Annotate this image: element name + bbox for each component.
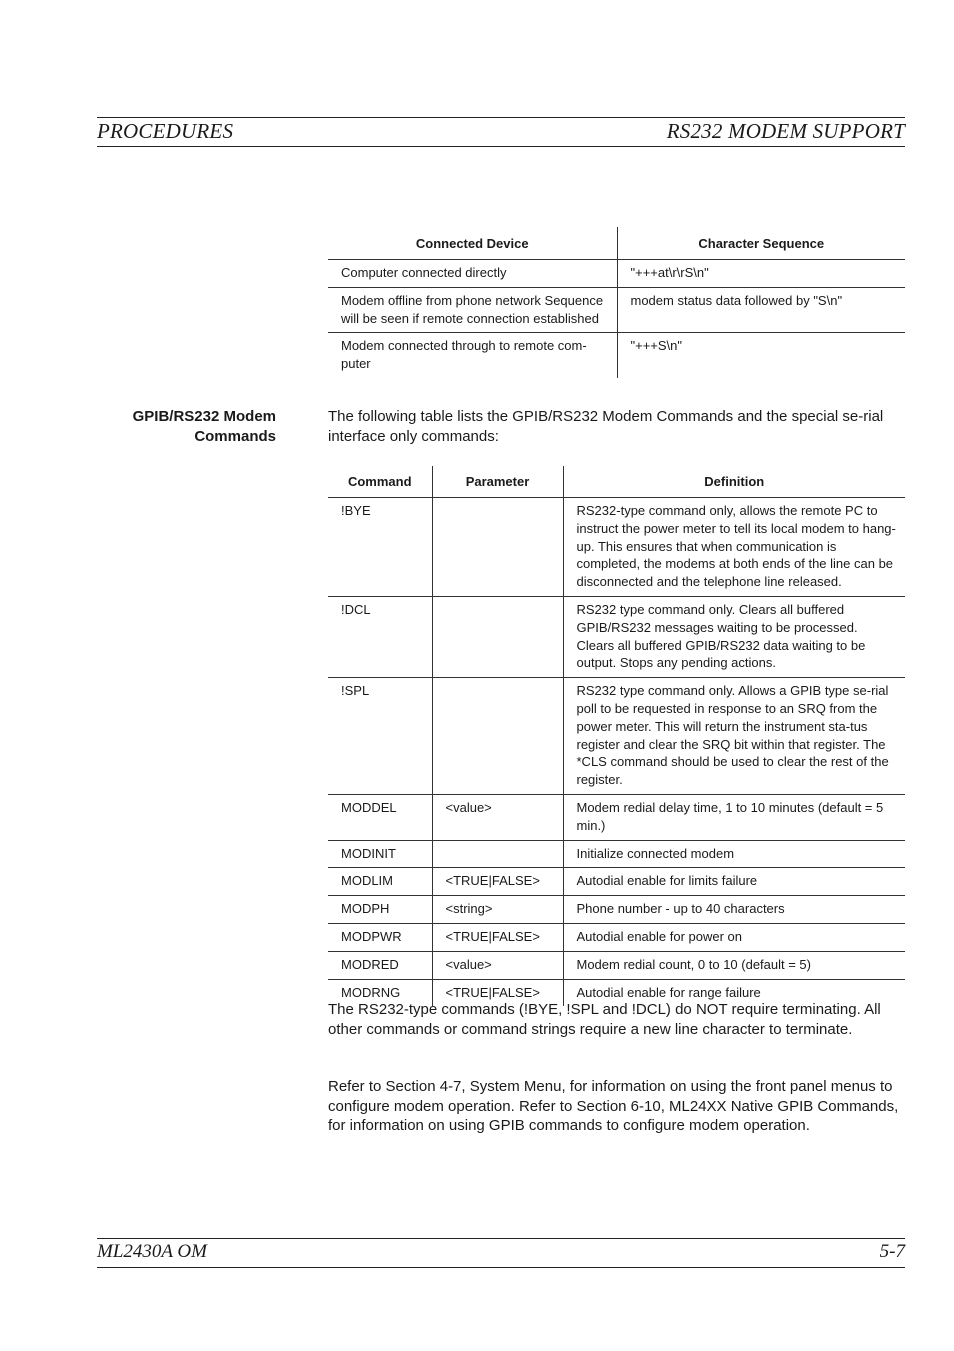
table-row xyxy=(328,896,905,924)
table-row xyxy=(328,840,905,868)
column-header: Parameter xyxy=(432,466,563,498)
parameter-cell: <string> xyxy=(432,896,563,924)
character-sequence-table xyxy=(328,227,905,378)
definition-cell: Autodial enable for power on xyxy=(563,923,905,951)
parameter-cell: <value> xyxy=(432,794,563,840)
section-heading: GPIB/RS232 Modem Commands xyxy=(132,408,276,445)
column-header: Connected Device xyxy=(415,236,529,252)
page-number: 5-7 xyxy=(879,1241,905,1262)
parameter-cell: <value> xyxy=(432,951,563,979)
table-row xyxy=(328,260,905,288)
intro-paragraph: The following table lists the GPIB/RS232 Modem Commands and the special se-rial interface only commands: xyxy=(328,408,884,445)
definition-cell: Autodial enable for limits failure xyxy=(563,868,905,896)
footer-manual-title: ML2430A OM xyxy=(97,1241,207,1262)
header-section: RS232 MODEM SUPPORT xyxy=(666,119,905,143)
table-header-row xyxy=(328,466,905,498)
definition-cell: RS232-type command only, allows the remote PC to instruct the power meter to tell its local modem to hang-up. This ensures that when communication is completed, the modems at both ends of the line can be disconnected and the telephone line released. xyxy=(563,498,905,597)
definition-cell: RS232 type command only. Clears all buffered GPIB/RS232 messages waiting to be processed. Clears all buffered GPIB/RS232 data waiting to be output. Stops any pending actions. xyxy=(563,596,905,677)
command-cell: MODLIM xyxy=(328,868,432,896)
table-header-row xyxy=(328,227,905,260)
command-cell: MODPH xyxy=(328,896,432,924)
table-row xyxy=(328,596,905,677)
parameter-cell xyxy=(432,840,563,868)
definition-cell: Modem redial delay time, 1 to 10 minutes (default = 5 min.) xyxy=(563,794,905,840)
table-row xyxy=(328,333,905,378)
column-header: Command xyxy=(347,474,412,490)
sequence-cell: "+++at\r\rS\n" xyxy=(617,260,905,288)
column-header: Character Sequence xyxy=(617,227,905,260)
terminating-note: The RS232-type commands (!BYE, !SPL and !DCL) do NOT require terminating. All other commands or command strings require a new line character to terminate. xyxy=(328,1001,881,1038)
table-row xyxy=(328,951,905,979)
command-cell: !SPL xyxy=(328,678,432,795)
table-row xyxy=(328,287,905,333)
command-cell: MODRNG xyxy=(328,979,432,1006)
table-row xyxy=(328,794,905,840)
parameter-cell xyxy=(432,498,563,597)
reference-note: Refer to Section 4-7, System Menu, for information on using the front panel menus to configure modem operation. Refer to Section 6-10, ML24XX Native GPIB Commands, for information on using GPIB commands to configure modem operation. xyxy=(328,1078,899,1134)
parameter-cell: <TRUE|FALSE> xyxy=(432,923,563,951)
column-header: Definition xyxy=(563,466,905,498)
sequence-cell: "+++S\n" xyxy=(617,333,905,378)
table-row xyxy=(328,498,905,597)
definition-cell: Initialize connected modem xyxy=(563,840,905,868)
table-row xyxy=(328,868,905,896)
command-cell: !BYE xyxy=(328,498,432,597)
table-row xyxy=(328,678,905,795)
definition-cell: RS232 type command only. Allows a GPIB type se-rial poll to be requested in response to an SRQ from the power meter. This will return the instrument sta-tus register and clear the SRQ bit within that register. The *CLS command should be used to clear the rest of the register. xyxy=(563,678,905,795)
page-footer xyxy=(97,1238,905,1268)
modem-commands-table xyxy=(328,466,905,1006)
command-cell: MODDEL xyxy=(328,794,432,840)
page-header xyxy=(97,117,905,147)
definition-cell: Phone number - up to 40 characters xyxy=(563,896,905,924)
header-chapter: PROCEDURES xyxy=(97,119,234,143)
parameter-cell: <TRUE|FALSE> xyxy=(432,868,563,896)
parameter-cell xyxy=(432,678,563,795)
sequence-cell: modem status data followed by "S\n" xyxy=(617,287,905,333)
table-row xyxy=(328,923,905,951)
parameter-cell: <TRUE|FALSE> xyxy=(432,979,563,1006)
command-cell: MODPWR xyxy=(328,923,432,951)
parameter-cell xyxy=(432,596,563,677)
command-cell: MODINIT xyxy=(328,840,432,868)
definition-cell: Modem redial count, 0 to 10 (default = 5) xyxy=(563,951,905,979)
device-cell: Computer connected directly xyxy=(328,260,617,288)
command-cell: MODRED xyxy=(328,951,432,979)
command-cell: !DCL xyxy=(328,596,432,677)
device-cell: Modem offline from phone network Sequence will be seen if remote connection established xyxy=(328,287,617,333)
definition-cell: Autodial enable for range failure xyxy=(563,979,905,1006)
device-cell: Modem connected through to remote com-puter xyxy=(328,333,617,378)
